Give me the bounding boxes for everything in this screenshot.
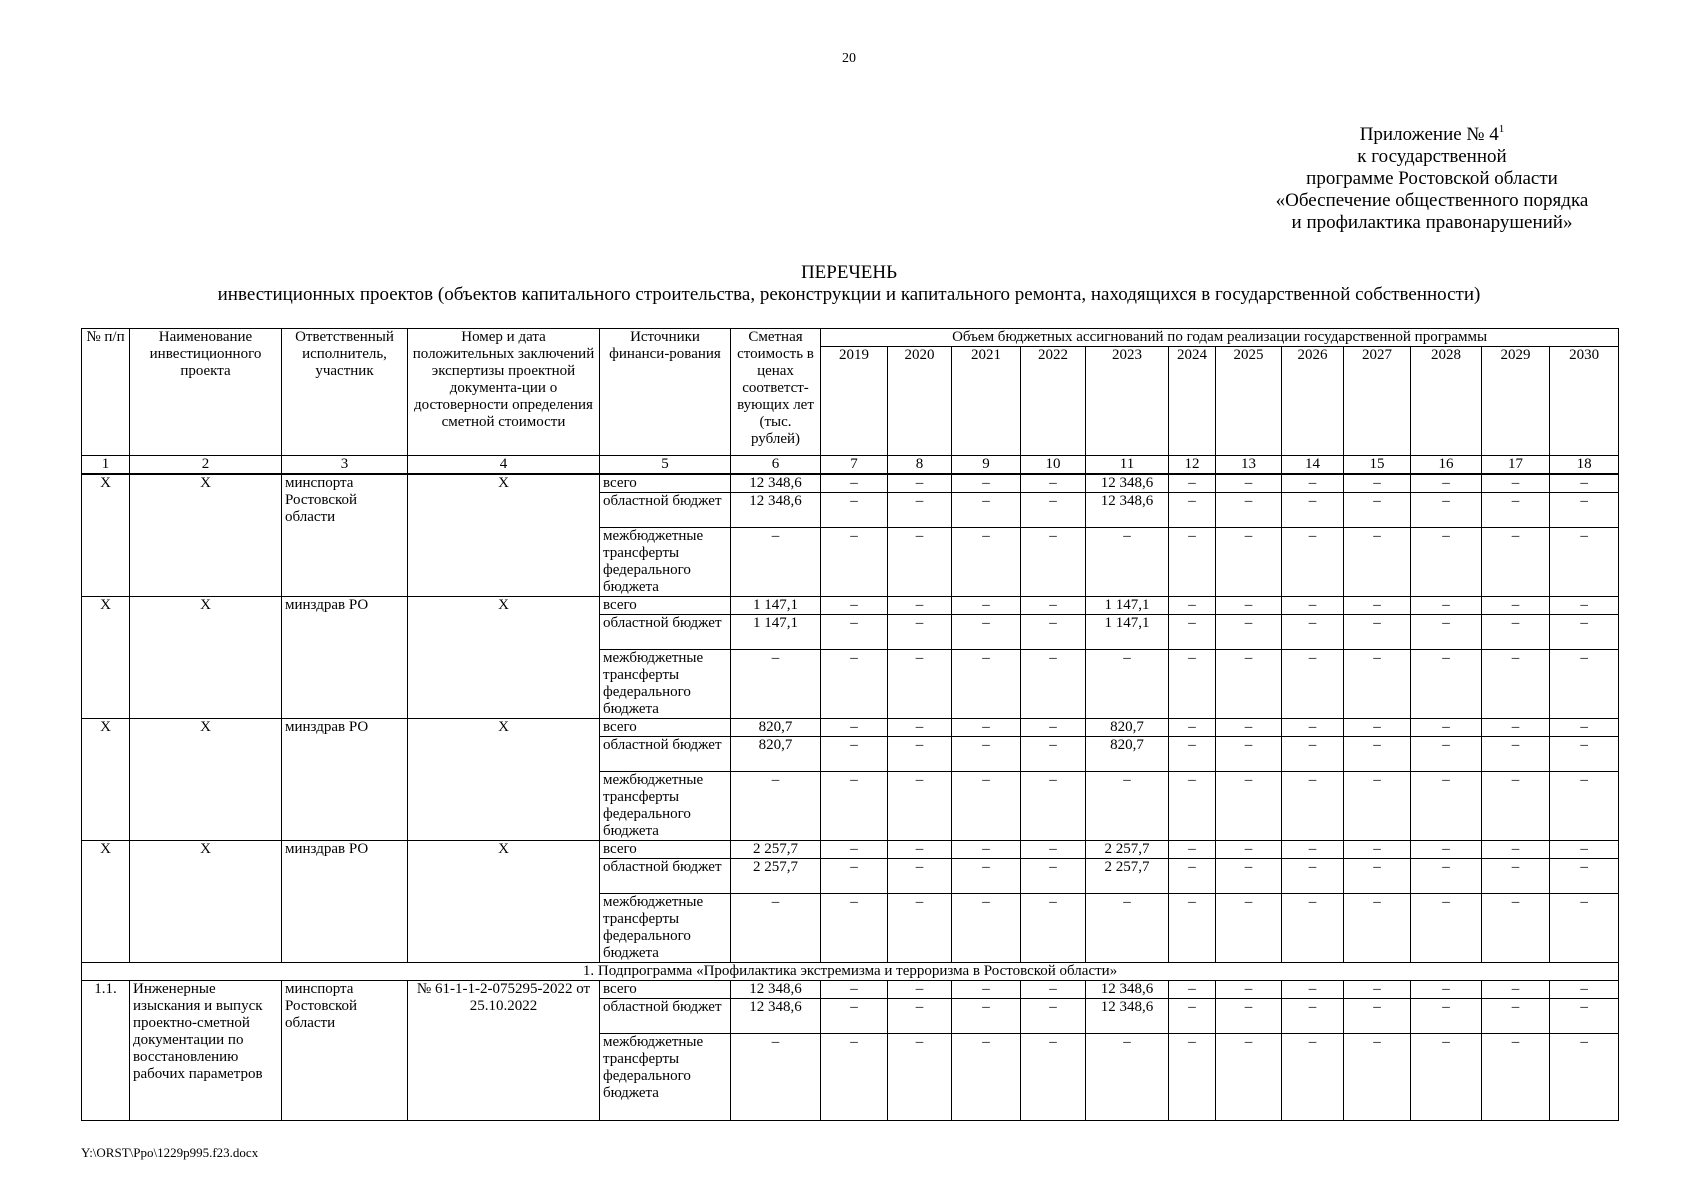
table-row	[82, 474, 1619, 493]
budget-year-cell: –	[1282, 981, 1344, 999]
header-year: 2021	[952, 347, 1021, 456]
estimated-cost-cell: 2 257,7	[731, 859, 821, 894]
budget-year-cell: –	[1411, 1034, 1482, 1121]
row-num-cell: 1.1.	[82, 981, 130, 1121]
page-number: 20	[842, 51, 856, 66]
budget-year-cell: –	[1216, 650, 1282, 719]
project-name-cell: Инженерные изыскания и выпуск проектно-сметной документации по восстановлению рабочих параметров	[130, 981, 282, 1121]
budget-year-cell: –	[821, 841, 888, 859]
budget-year-cell: –	[1550, 999, 1619, 1034]
budget-year-cell: –	[1344, 999, 1411, 1034]
budget-year-cell: –	[1411, 474, 1482, 493]
budget-year-cell: –	[888, 772, 952, 841]
column-number: 9	[952, 456, 1021, 475]
row-num-cell: X	[82, 597, 130, 719]
budget-year-cell: –	[1344, 1034, 1411, 1121]
budget-year-cell: –	[1344, 597, 1411, 615]
table-row	[82, 719, 1619, 737]
footer-file-path: Y:\ORST\Ppo\1229p995.f23.docx	[81, 1145, 259, 1160]
budget-year-cell: –	[888, 999, 952, 1034]
budget-year-cell: –	[1021, 981, 1086, 999]
budget-year-cell: –	[1550, 981, 1619, 999]
budget-year-cell: –	[1344, 493, 1411, 528]
row-num-cell: X	[82, 474, 130, 597]
appendix-line-3: программе Ростовской области	[1306, 168, 1558, 189]
column-number: 16	[1411, 456, 1482, 475]
funding-source-cell: всего	[600, 719, 731, 737]
budget-year-cell: –	[1169, 894, 1216, 963]
budget-year-cell: –	[1550, 772, 1619, 841]
budget-year-cell: –	[1021, 859, 1086, 894]
budget-year-cell: –	[952, 719, 1021, 737]
column-number: 17	[1482, 456, 1550, 475]
budget-year-cell: –	[1282, 1034, 1344, 1121]
header-funding-source: Источники финанси-рования	[600, 329, 731, 456]
budget-year-cell: –	[1482, 1034, 1550, 1121]
document-title: ПЕРЕЧЕНЬ	[800, 262, 898, 283]
estimated-cost-cell: 12 348,6	[731, 999, 821, 1034]
budget-year-cell: –	[1216, 981, 1282, 999]
budget-year-cell: –	[1344, 859, 1411, 894]
estimated-cost-cell: 12 348,6	[731, 493, 821, 528]
investment-projects-table	[81, 328, 1619, 1121]
budget-year-cell: –	[821, 650, 888, 719]
header-year: 2027	[1344, 347, 1411, 456]
column-number: 7	[821, 456, 888, 475]
budget-year-cell: –	[1216, 894, 1282, 963]
budget-year-cell: –	[888, 597, 952, 615]
budget-year-cell: –	[1482, 650, 1550, 719]
budget-year-cell: –	[1216, 859, 1282, 894]
budget-year-cell: –	[952, 737, 1021, 772]
budget-year-cell: –	[1282, 597, 1344, 615]
column-number: 15	[1344, 456, 1411, 475]
budget-year-cell: –	[1411, 999, 1482, 1034]
header-year: 2023	[1086, 347, 1169, 456]
column-number: 3	[282, 456, 408, 475]
header-year: 2030	[1550, 347, 1619, 456]
budget-year-cell: –	[1482, 841, 1550, 859]
budget-year-cell: –	[1282, 528, 1344, 597]
budget-year-cell: –	[952, 894, 1021, 963]
budget-year-cell: –	[1086, 894, 1169, 963]
header-estimated-cost: Сметная стоимость в ценах соответст-вующих лет (тыс. рублей)	[731, 329, 821, 456]
budget-year-cell: –	[1169, 493, 1216, 528]
column-number: 6	[731, 456, 821, 475]
appendix-line-5: и профилактика правонарушений»	[1291, 212, 1573, 233]
budget-year-cell: –	[1169, 1034, 1216, 1121]
budget-year-cell: –	[1411, 841, 1482, 859]
budget-year-cell: –	[821, 528, 888, 597]
header-year: 2025	[1216, 347, 1282, 456]
budget-year-cell: –	[821, 597, 888, 615]
budget-year-cell: –	[821, 894, 888, 963]
column-number: 8	[888, 456, 952, 475]
budget-year-cell: –	[1169, 737, 1216, 772]
header-project-name: Наименование инвестиционного проекта	[130, 329, 282, 456]
column-number: 5	[600, 456, 731, 475]
budget-year-cell: –	[1411, 597, 1482, 615]
budget-year-cell: 12 348,6	[1086, 981, 1169, 999]
expertise-cell: X	[408, 597, 600, 719]
header-year: 2024	[1169, 347, 1216, 456]
budget-year-cell: –	[1216, 615, 1282, 650]
estimated-cost-cell: –	[731, 528, 821, 597]
funding-source-cell: межбюджетные трансферты федерального бюджета	[600, 894, 731, 963]
estimated-cost-cell: –	[731, 772, 821, 841]
budget-year-cell: –	[1550, 650, 1619, 719]
budget-year-cell: –	[952, 474, 1021, 493]
table-row	[82, 597, 1619, 615]
column-number: 14	[1282, 456, 1344, 475]
budget-year-cell: –	[821, 719, 888, 737]
budget-year-cell: –	[952, 650, 1021, 719]
budget-year-cell: –	[1086, 772, 1169, 841]
estimated-cost-cell: 1 147,1	[731, 615, 821, 650]
column-number: 10	[1021, 456, 1086, 475]
budget-year-cell: –	[1216, 1034, 1282, 1121]
budget-year-cell: –	[1344, 719, 1411, 737]
budget-year-cell: –	[1216, 493, 1282, 528]
budget-year-cell: –	[1216, 999, 1282, 1034]
expertise-cell: X	[408, 841, 600, 963]
budget-year-cell: 1 147,1	[1086, 597, 1169, 615]
budget-year-cell: –	[1021, 597, 1086, 615]
budget-year-cell: –	[1344, 894, 1411, 963]
budget-year-cell: –	[888, 474, 952, 493]
budget-year-cell: –	[888, 841, 952, 859]
budget-year-cell: 12 348,6	[1086, 999, 1169, 1034]
row-num-cell: X	[82, 719, 130, 841]
budget-year-cell: –	[1550, 894, 1619, 963]
budget-year-cell: –	[1344, 474, 1411, 493]
budget-year-cell: –	[1216, 841, 1282, 859]
budget-year-cell: –	[1169, 772, 1216, 841]
appendix-line-4: «Обеспечение общественного порядка	[1275, 190, 1589, 211]
subprogram-section-row	[82, 963, 1619, 981]
budget-year-cell: –	[1282, 493, 1344, 528]
estimated-cost-cell: –	[731, 1034, 821, 1121]
budget-year-cell: –	[1169, 841, 1216, 859]
header-year: 2022	[1021, 347, 1086, 456]
budget-year-cell: –	[1216, 474, 1282, 493]
budget-year-cell: –	[952, 528, 1021, 597]
budget-year-cell: –	[952, 772, 1021, 841]
budget-year-cell: –	[1169, 474, 1216, 493]
budget-year-cell: –	[1482, 737, 1550, 772]
funding-source-cell: областной бюджет	[600, 999, 731, 1034]
budget-year-cell: –	[952, 1034, 1021, 1121]
budget-year-cell: –	[821, 474, 888, 493]
budget-year-cell: –	[1344, 841, 1411, 859]
budget-year-cell: –	[888, 719, 952, 737]
budget-year-cell: –	[1216, 737, 1282, 772]
estimated-cost-cell: 820,7	[731, 737, 821, 772]
executor-cell: минспорта Ростовской области	[282, 474, 408, 597]
budget-year-cell: –	[1021, 1034, 1086, 1121]
funding-source-cell: всего	[600, 597, 731, 615]
budget-year-cell: 820,7	[1086, 737, 1169, 772]
estimated-cost-cell: 12 348,6	[731, 981, 821, 999]
funding-source-cell: всего	[600, 981, 731, 999]
budget-year-cell: 12 348,6	[1086, 474, 1169, 493]
budget-year-cell: –	[1021, 493, 1086, 528]
budget-year-cell: –	[952, 615, 1021, 650]
budget-year-cell: –	[1282, 999, 1344, 1034]
budget-year-cell: –	[1344, 528, 1411, 597]
budget-year-cell: 2 257,7	[1086, 841, 1169, 859]
budget-year-cell: –	[1411, 719, 1482, 737]
budget-year-cell: –	[1550, 528, 1619, 597]
budget-year-cell: –	[1216, 719, 1282, 737]
budget-year-cell: –	[1344, 772, 1411, 841]
budget-year-cell: –	[1411, 528, 1482, 597]
estimated-cost-cell: 2 257,7	[731, 841, 821, 859]
budget-year-cell: –	[1482, 859, 1550, 894]
budget-year-cell: –	[1411, 894, 1482, 963]
budget-year-cell: 2 257,7	[1086, 859, 1169, 894]
funding-source-cell: межбюджетные трансферты федерального бюджета	[600, 650, 731, 719]
expertise-cell: X	[408, 719, 600, 841]
estimated-cost-cell: 1 147,1	[731, 597, 821, 615]
budget-year-cell: –	[1482, 615, 1550, 650]
column-number: 4	[408, 456, 600, 475]
budget-year-cell: –	[1282, 650, 1344, 719]
budget-year-cell: –	[1411, 772, 1482, 841]
funding-source-cell: всего	[600, 841, 731, 859]
budget-year-cell: –	[1021, 528, 1086, 597]
budget-year-cell: –	[888, 894, 952, 963]
funding-source-cell: областной бюджет	[600, 737, 731, 772]
executor-cell: минздрав РО	[282, 841, 408, 963]
funding-source-cell: областной бюджет	[600, 493, 731, 528]
column-number: 12	[1169, 456, 1216, 475]
budget-year-cell: –	[888, 981, 952, 999]
budget-year-cell: –	[1482, 597, 1550, 615]
budget-year-cell: –	[1086, 650, 1169, 719]
budget-year-cell: –	[1169, 597, 1216, 615]
budget-year-cell: –	[952, 981, 1021, 999]
budget-year-cell: –	[1482, 493, 1550, 528]
budget-year-cell: –	[1216, 772, 1282, 841]
appendix-block	[1262, 124, 1602, 234]
budget-year-cell: –	[1169, 859, 1216, 894]
budget-year-cell: –	[1482, 528, 1550, 597]
budget-year-cell: –	[1411, 493, 1482, 528]
executor-cell: минздрав РО	[282, 597, 408, 719]
budget-year-cell: –	[821, 615, 888, 650]
budget-year-cell: 12 348,6	[1086, 493, 1169, 528]
project-name-cell: X	[130, 841, 282, 963]
budget-year-cell: –	[1411, 859, 1482, 894]
budget-year-cell: –	[1550, 859, 1619, 894]
expertise-cell: X	[408, 474, 600, 597]
budget-year-cell: –	[1411, 615, 1482, 650]
row-num-cell: X	[82, 841, 130, 963]
budget-year-cell: –	[1550, 493, 1619, 528]
project-name-cell: X	[130, 719, 282, 841]
estimated-cost-cell: –	[731, 894, 821, 963]
budget-year-cell: –	[1482, 999, 1550, 1034]
budget-year-cell: –	[1344, 737, 1411, 772]
budget-year-cell: –	[1282, 719, 1344, 737]
budget-year-cell: –	[952, 597, 1021, 615]
executor-cell: минздрав РО	[282, 719, 408, 841]
estimated-cost-cell: –	[731, 650, 821, 719]
budget-year-cell: –	[1550, 737, 1619, 772]
budget-year-cell: –	[821, 981, 888, 999]
budget-year-cell: –	[1216, 597, 1282, 615]
budget-year-cell: –	[1021, 615, 1086, 650]
budget-year-cell: –	[1021, 894, 1086, 963]
budget-year-cell: –	[1482, 719, 1550, 737]
column-number: 1	[82, 456, 130, 475]
executor-cell: минспорта Ростовской области	[282, 981, 408, 1121]
budget-year-cell: –	[821, 772, 888, 841]
funding-source-cell: межбюджетные трансферты федерального бюджета	[600, 772, 731, 841]
header-year: 2028	[1411, 347, 1482, 456]
budget-year-cell: –	[1169, 981, 1216, 999]
budget-year-cell: –	[1482, 894, 1550, 963]
budget-year-cell: –	[952, 999, 1021, 1034]
budget-year-cell: –	[1169, 650, 1216, 719]
budget-year-cell: –	[1169, 719, 1216, 737]
column-number: 11	[1086, 456, 1169, 475]
budget-year-cell: –	[1282, 615, 1344, 650]
budget-year-cell: –	[1086, 528, 1169, 597]
budget-year-cell: –	[821, 493, 888, 528]
budget-year-cell: –	[888, 528, 952, 597]
appendix-line-1: Приложение № $4^1$	[1359, 123, 1505, 145]
estimated-cost-cell: 12 348,6	[731, 474, 821, 493]
header-budget-group: Объем бюджетных ассигнований по годам реализации государственной программы	[821, 329, 1619, 347]
estimated-cost-cell: 820,7	[731, 719, 821, 737]
budget-year-cell: –	[888, 737, 952, 772]
budget-year-cell: –	[1550, 597, 1619, 615]
budget-year-cell: –	[1169, 999, 1216, 1034]
budget-year-cell: –	[1550, 841, 1619, 859]
budget-year-cell: –	[1169, 528, 1216, 597]
column-number: 2	[130, 456, 282, 475]
budget-year-cell: –	[1216, 528, 1282, 597]
budget-year-cell: –	[952, 493, 1021, 528]
funding-source-cell: областной бюджет	[600, 615, 731, 650]
appendix-line-2: к государственной	[1357, 146, 1507, 167]
header-year: 2026	[1282, 347, 1344, 456]
budget-year-cell: –	[1411, 981, 1482, 999]
budget-year-cell: –	[821, 999, 888, 1034]
project-name-cell: X	[130, 474, 282, 597]
budget-year-cell: –	[1344, 650, 1411, 719]
budget-year-cell: –	[821, 859, 888, 894]
column-number: 18	[1550, 456, 1619, 475]
budget-year-cell: –	[1282, 772, 1344, 841]
project-name-cell: X	[130, 597, 282, 719]
header-num: № п/п	[82, 329, 130, 456]
funding-source-cell: областной бюджет	[600, 859, 731, 894]
subprogram-title: 1. Подпрограмма «Профилактика экстремизма и терроризма в Ростовской области»	[82, 963, 1619, 981]
header-year: 2029	[1482, 347, 1550, 456]
header-year: 2020	[888, 347, 952, 456]
budget-year-cell: –	[1344, 981, 1411, 999]
header-executor: Ответственный исполнитель, участник	[282, 329, 408, 456]
table-row	[82, 841, 1619, 859]
funding-source-cell: межбюджетные трансферты федерального бюджета	[600, 528, 731, 597]
column-number: 13	[1216, 456, 1282, 475]
budget-year-cell: 1 147,1	[1086, 615, 1169, 650]
budget-year-cell: –	[1021, 737, 1086, 772]
budget-year-cell: –	[1411, 650, 1482, 719]
funding-source-cell: межбюджетные трансферты федерального бюджета	[600, 1034, 731, 1121]
funding-source-cell: всего	[600, 474, 731, 493]
budget-year-cell: –	[1021, 719, 1086, 737]
budget-year-cell: –	[1021, 999, 1086, 1034]
budget-year-cell: –	[821, 737, 888, 772]
budget-year-cell: –	[888, 859, 952, 894]
appendix-superscript: 1	[1498, 123, 1505, 135]
budget-year-cell: –	[1344, 615, 1411, 650]
budget-year-cell: –	[888, 1034, 952, 1121]
budget-year-cell: –	[1086, 1034, 1169, 1121]
budget-year-cell: –	[1282, 859, 1344, 894]
budget-year-cell: –	[1550, 719, 1619, 737]
document-subtitle: инвестиционных проектов (объектов капитального строительства, реконструкции и капитального ремонта, находящихся в государственной собственности)	[217, 284, 1481, 305]
header-expertise: Номер и дата положительных заключений экспертизы проектной документа-ции о достоверности определения сметной стоимости	[408, 329, 600, 456]
budget-year-cell: –	[1021, 841, 1086, 859]
expertise-cell: № 61-1-1-2-075295-2022 от 25.10.2022	[408, 981, 600, 1121]
budget-year-cell: –	[1411, 737, 1482, 772]
budget-year-cell: –	[1282, 737, 1344, 772]
budget-year-cell: –	[1282, 841, 1344, 859]
budget-year-cell: –	[1550, 474, 1619, 493]
table-row	[82, 981, 1619, 999]
budget-year-cell: –	[1282, 894, 1344, 963]
budget-year-cell: –	[1021, 474, 1086, 493]
budget-year-cell: –	[952, 841, 1021, 859]
budget-year-cell: –	[1021, 650, 1086, 719]
budget-year-cell: –	[1169, 615, 1216, 650]
budget-year-cell: –	[1550, 615, 1619, 650]
budget-year-cell: –	[888, 493, 952, 528]
budget-year-cell: –	[1021, 772, 1086, 841]
budget-year-cell: –	[888, 650, 952, 719]
budget-year-cell: –	[1482, 474, 1550, 493]
budget-year-cell: –	[1550, 1034, 1619, 1121]
budget-year-cell: –	[1282, 474, 1344, 493]
budget-year-cell: –	[888, 615, 952, 650]
header-year: 2019	[821, 347, 888, 456]
budget-year-cell: 820,7	[1086, 719, 1169, 737]
budget-year-cell: –	[1482, 981, 1550, 999]
budget-year-cell: –	[821, 1034, 888, 1121]
budget-year-cell: –	[952, 859, 1021, 894]
budget-year-cell: –	[1482, 772, 1550, 841]
